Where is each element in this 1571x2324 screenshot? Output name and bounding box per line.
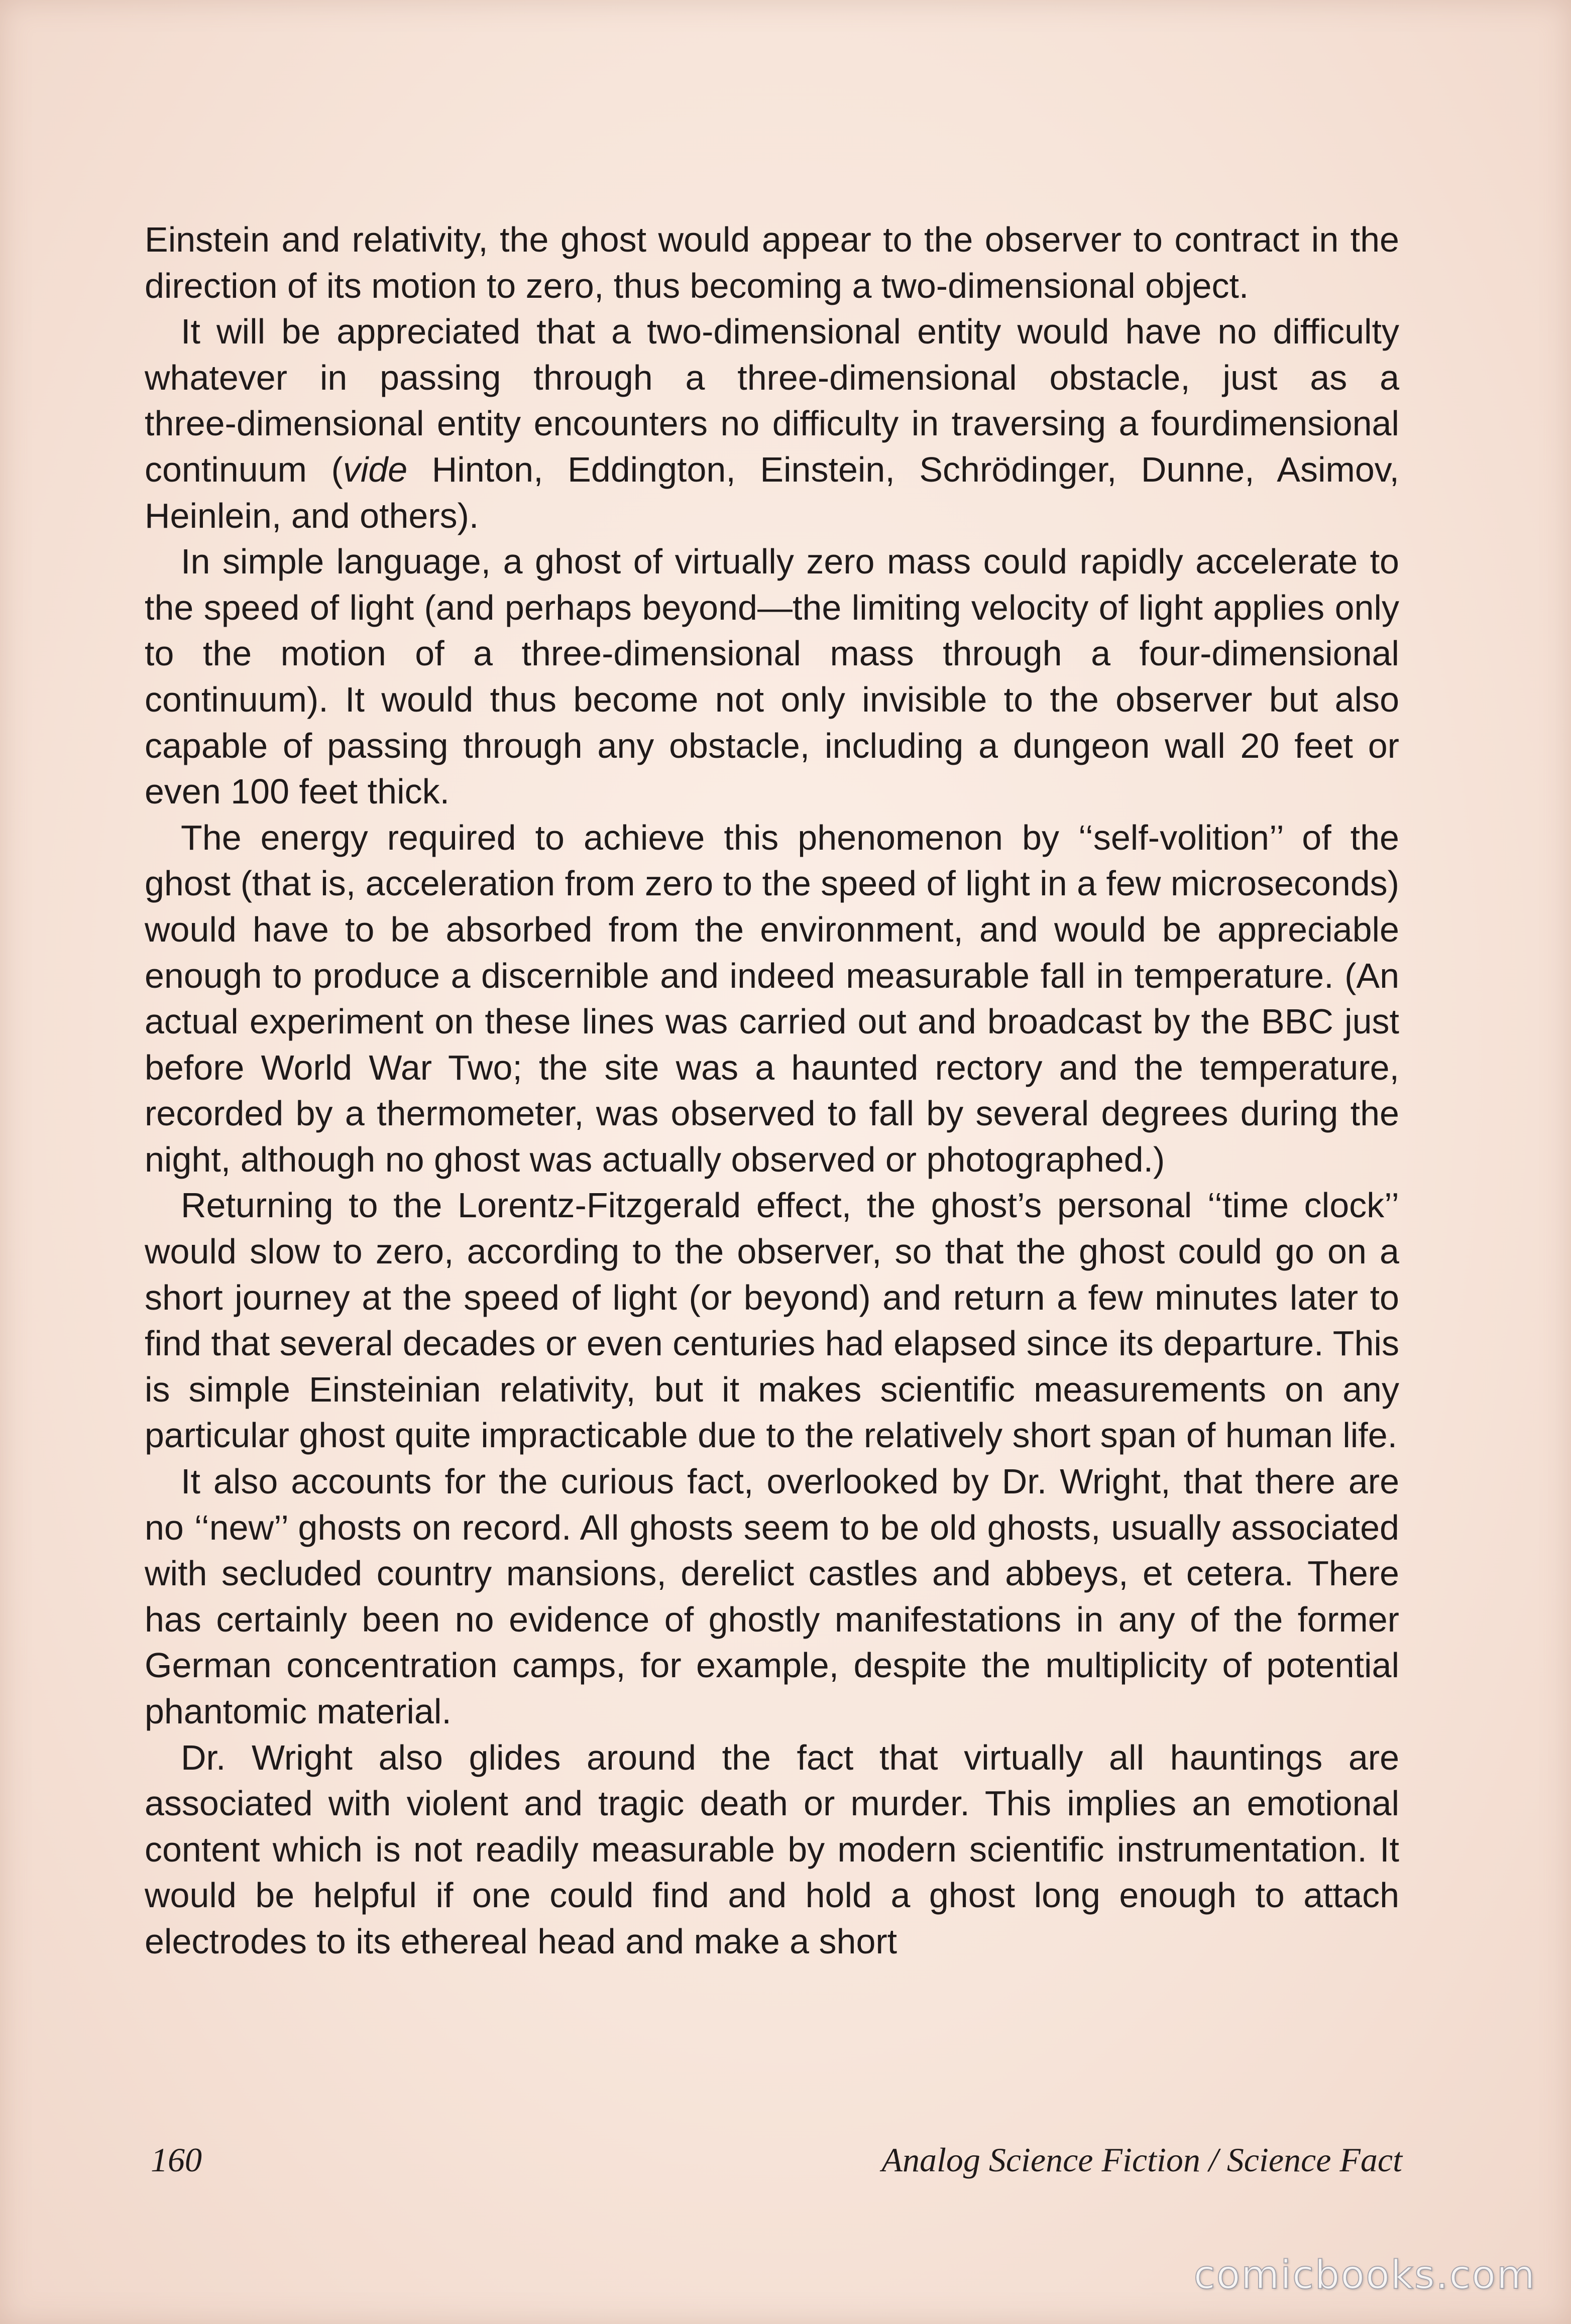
watermark-logo: comicbooks.com xyxy=(1193,2253,1536,2298)
article-body xyxy=(145,217,1399,1965)
running-title: Analog Science Fiction / Science Fact xyxy=(881,2141,1402,2179)
article-paragraph: It will be appreciated that a two‑dimensional entity would have no difficulty whatever in passing through a three‑dimensional obstacle, just as a three‑dimensional entity encounters no difficulty in traversing a fourdimensional continuum (vide Hinton, Eddington, Einstein, Schrödinger, Dunne, Asimov, Heinlein, and others). xyxy=(145,312,1400,535)
article-paragraph: Dr. Wright also glides around the fact that virtually all hauntings are associated with violent and tragic death or murder. This implies an emotional content which is not readily measurable by modern scientific instrumentation. It would be helpful if one could find and hold a ghost long enough to attach electrodes to its ethereal head and make a short xyxy=(145,1737,1399,1961)
article-paragraph: The energy required to achieve this phenomenon by ‘‘self‑volition’’ of the ghost (that is, acceleration from zero to the speed of light in a few microseconds) would have to be absorbed from the environment, and would be appreciable enough to produce a discernible and indeed measurable fall in temperature. (An actual experiment on these lines was carried out and broadcast by the BBC just before World War Two; the site was a haunted rectory and the temperature, recorded by a thermometer, was observed to fall by several degrees during the night, although no ghost was actually observed or photographed.) xyxy=(145,818,1399,1179)
page-number: 160 xyxy=(151,2141,202,2179)
page-footer xyxy=(151,2140,1402,2185)
article-paragraph: In simple language, a ghost of virtually zero mass could rapidly accelerate to the speed of light (and perhaps beyond—the limiting velocity of light applies only to the motion of a three‑dimensional mass through a four‑dimensional continuum). It would thus become not only invisible to the observer but also capable of passing through any obstacle, including a dungeon wall 20 feet or even 100 feet thick. xyxy=(145,542,1399,811)
article-paragraph: Returning to the Lorentz‑Fitzgerald effect, the ghost’s personal ‘‘time clock’’ would slow to zero, according to the observer, so that the ghost could go on a short journey at the speed of light (or beyond) and return a few minutes later to find that several decades or even centuries had elapsed since its departure. This is simple Einsteinian relativity, but it makes scientific measurements on any particular ghost quite impracticable due to the relatively short span of human life. xyxy=(145,1186,1399,1455)
article-paragraph: Einstein and relativity, the ghost would appear to the observer to contract in the direction of its motion to zero, thus becoming a two‑dimensional object. xyxy=(145,220,1399,305)
article-paragraph: It also accounts for the curious fact, overlooked by Dr. Wright, that there are no ‘‘new’’ ghosts on record. All ghosts seem to be old ghosts, usually associated with secluded country mansions, derelict castles and abbeys, et cetera. There has certainly been no evidence of ghostly manifestations in any of the former German concentration camps, for example, despite the multiplicity of potential phantomic material. xyxy=(145,1462,1399,1731)
